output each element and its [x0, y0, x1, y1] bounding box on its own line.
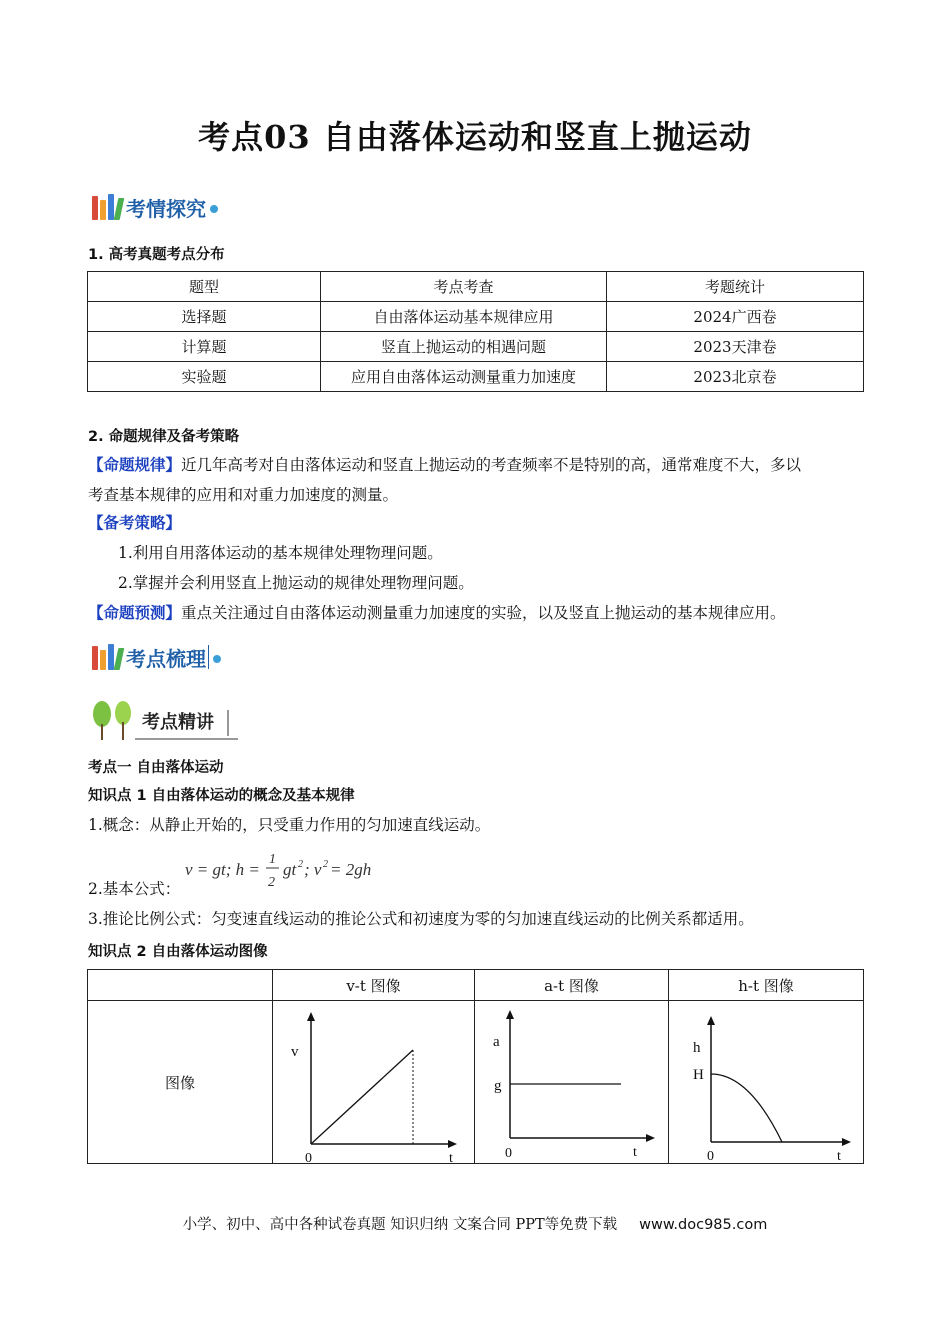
section-heading-distribution: 1. 高考真题考点分布 — [88, 247, 225, 263]
svg-text:2: 2 — [323, 859, 328, 870]
table-header-row — [88, 970, 864, 1001]
header-cell: 题型 — [88, 272, 321, 302]
formula-label: 2.基本公式： — [88, 880, 181, 898]
section-heading-strategy: 2. 命题规律及备考策略 — [88, 429, 240, 445]
table-cell: 选择题 — [88, 302, 321, 332]
ht-graph — [669, 1002, 863, 1162]
footer-text: 小学、初中、高中各种试卷真题 知识归纳 文案合同 PPT等免费下载 — [182, 1217, 618, 1233]
knowledge-point-2-title: 知识点 2 自由落体运动图像 — [88, 944, 268, 960]
concept-text: 1.概念：从静止开始的，只受重力作用的匀加速直线运动。 — [88, 816, 491, 834]
at-origin-label: 0 — [505, 1146, 512, 1161]
at-g-label: g — [494, 1078, 502, 1094]
at-x-label: t — [633, 1145, 637, 1160]
table-cell: 竖直上抛运动的相遇问题 — [321, 332, 607, 362]
svg-text:gt: gt — [283, 860, 297, 879]
table-cell: 自由落体运动基本规律应用 — [321, 302, 607, 332]
banner-text: 考点梳理 — [126, 646, 206, 671]
vt-origin-label: 0 — [305, 1151, 313, 1162]
row-label: 图像 — [88, 1001, 273, 1164]
strategy-item-1: 1.利用自用落体运动的基本规律处理物理问题。 — [118, 544, 443, 562]
svg-text:; v: ; v — [304, 860, 322, 879]
table-row — [88, 332, 864, 362]
table-cell: 计算题 — [88, 332, 321, 362]
section-banner-key-points — [92, 640, 221, 674]
dot-icon — [210, 205, 218, 213]
vt-x-label: t — [449, 1151, 453, 1162]
vt-graph — [273, 1002, 473, 1162]
header-cell — [88, 970, 273, 1001]
prediction-paragraph — [88, 598, 868, 628]
page-title: 考点03 自由落体运动和竖直上抛运动 — [198, 118, 752, 156]
banner-text: 考情探究 — [126, 196, 206, 221]
rule-paragraph — [88, 450, 868, 510]
vt-graph-cell — [273, 1001, 475, 1164]
ht-y-label: h — [693, 1040, 701, 1056]
rule-tag: 【命题规律】 — [88, 456, 182, 474]
at-graph-cell — [475, 1001, 669, 1164]
svg-text:2: 2 — [298, 859, 303, 870]
ht-H-label: H — [693, 1067, 704, 1083]
books-icon — [92, 644, 122, 670]
table-cell: 2024广西卷 — [607, 302, 864, 332]
strategy-item-2: 2.掌握并会利用竖直上抛运动的规律处理物理问题。 — [118, 574, 474, 592]
ht-origin-label: 0 — [707, 1149, 714, 1162]
table-header-row — [88, 272, 864, 302]
ht-graph-cell — [669, 1001, 864, 1164]
knowledge-point-1-title: 知识点 1 自由落体运动的概念及基本规律 — [88, 788, 355, 804]
table-cell: 2023北京卷 — [607, 362, 864, 392]
strategy-tag-line — [88, 508, 868, 538]
books-icon — [92, 194, 122, 220]
table-cell: 应用自由落体运动测量重力加速度 — [321, 362, 607, 392]
topic-heading: 考点一 自由落体运动 — [88, 760, 224, 776]
ratio-text: 3.推论比例公式：匀变速直线运动的推论公式和初速度为零的匀加速直线运动的比例关系都适用。 — [88, 910, 754, 928]
strategy-tag: 【备考策略】 — [88, 514, 182, 532]
table-row — [88, 1001, 864, 1164]
svg-text:= 2gh: = 2gh — [330, 860, 372, 879]
svg-text:2: 2 — [268, 875, 275, 890]
header-cell: a-t 图像 — [475, 970, 669, 1001]
section-banner-detailed — [90, 698, 240, 742]
vt-y-label: v — [291, 1044, 299, 1060]
dot-icon — [213, 655, 221, 663]
graph-table — [87, 969, 864, 1164]
table-row — [88, 362, 864, 392]
at-graph — [475, 1002, 667, 1162]
header-cell: h-t 图像 — [669, 970, 864, 1001]
table-cell: 2023天津卷 — [607, 332, 864, 362]
prediction-text: 重点关注通过自由落体运动测量重力加速度的实验，以及竖直上抛运动的基本规律应用。 — [181, 604, 786, 622]
svg-text:v = gt; h =: v = gt; h = — [185, 860, 260, 879]
footer — [0, 1213, 950, 1234]
ht-x-label: t — [837, 1149, 841, 1162]
table-cell: 实验题 — [88, 362, 321, 392]
at-y-label: a — [493, 1034, 500, 1050]
rule-text: 近几年高考对自由落体运动和竖直上抛运动的考查频率不是特别的高，通常难度不大，多以 — [181, 456, 802, 474]
section-banner-exam-analysis — [92, 190, 218, 224]
rule-text-continued: 考查基本规律的应用和对重力加速度的测量。 — [88, 486, 399, 504]
prediction-tag: 【命题预测】 — [88, 604, 182, 622]
table-row — [88, 302, 864, 332]
header-cell: v-t 图像 — [273, 970, 475, 1001]
banner-text: 考点精讲 — [142, 712, 214, 733]
header-cell: 考题统计 — [607, 272, 864, 302]
svg-text:1: 1 — [269, 852, 276, 867]
exam-distribution-table — [87, 271, 864, 392]
footer-url[interactable]: www.doc985.com — [639, 1217, 768, 1233]
header-cell: 考点考查 — [321, 272, 607, 302]
